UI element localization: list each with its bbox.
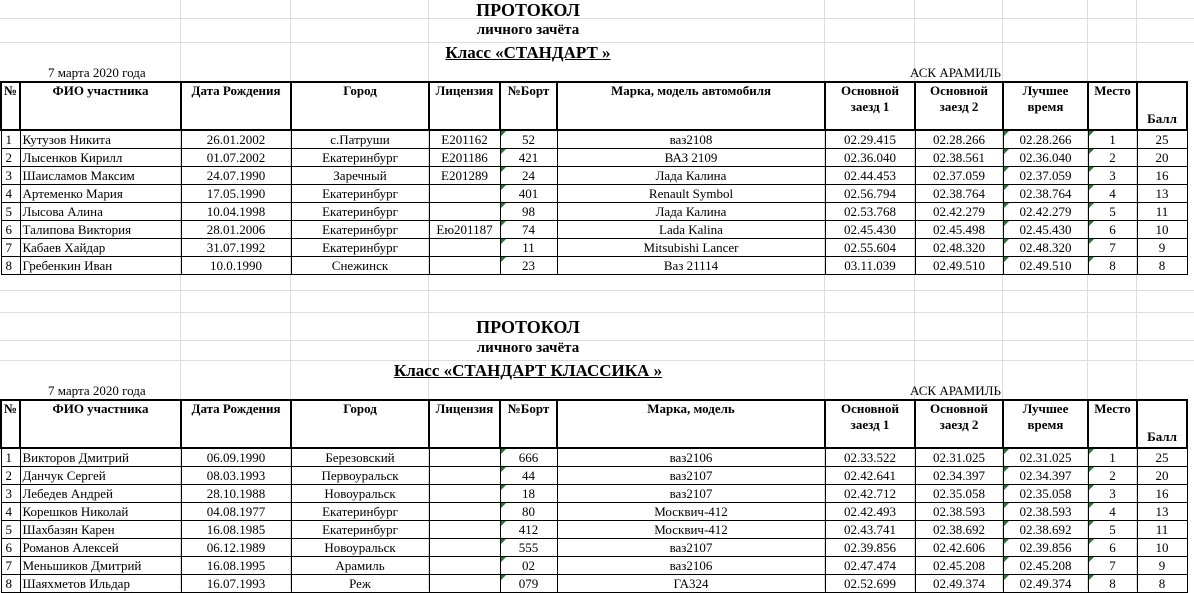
run2-time-cell: 02.42.606 bbox=[915, 539, 1003, 557]
col-best-line2: время bbox=[1027, 99, 1064, 114]
car-model-cell: ваз2107 bbox=[557, 539, 825, 557]
license-cell: Е201162 bbox=[429, 130, 500, 149]
protocol2-date: 7 марта 2020 года bbox=[48, 383, 146, 398]
car-model-cell: ВАЗ 2109 bbox=[557, 149, 825, 167]
best-time-cell: 02.49.374 bbox=[1003, 575, 1088, 593]
row-number-cell: 8 bbox=[1, 575, 20, 593]
license-cell bbox=[429, 203, 500, 221]
best-time-cell: 02.49.510 bbox=[1003, 257, 1088, 275]
score-cell: 8 bbox=[1137, 257, 1187, 275]
bort-number-cell: 02 bbox=[500, 557, 557, 575]
run2-time-cell: 02.42.279 bbox=[915, 203, 1003, 221]
table-row bbox=[1, 557, 1187, 575]
car-model-cell: Лада Калина bbox=[557, 203, 825, 221]
col-run2-line2: заезд 2 bbox=[939, 417, 979, 432]
bort-number-cell: 11 bbox=[500, 239, 557, 257]
row-number-cell: 8 bbox=[1, 257, 20, 275]
best-time-cell: 02.36.040 bbox=[1003, 149, 1088, 167]
run1-time-cell: 02.56.794 bbox=[825, 185, 915, 203]
run1-time-cell: 02.42.641 bbox=[825, 467, 915, 485]
best-time-cell: 02.39.856 bbox=[1003, 539, 1088, 557]
col-run1-line2: заезд 1 bbox=[850, 99, 890, 114]
score-cell: 9 bbox=[1137, 239, 1187, 257]
col-number: № bbox=[1, 400, 20, 448]
bort-number-cell: 421 bbox=[500, 149, 557, 167]
run2-time-cell: 02.38.561 bbox=[915, 149, 1003, 167]
car-model-cell: Mitsubishi Lancer bbox=[557, 239, 825, 257]
table-row bbox=[1, 485, 1187, 503]
col-run2 bbox=[915, 82, 1003, 130]
birth-date-cell: 28.10.1988 bbox=[181, 485, 291, 503]
run2-time-cell: 02.45.498 bbox=[915, 221, 1003, 239]
bort-number-cell: 98 bbox=[500, 203, 557, 221]
license-cell bbox=[429, 539, 500, 557]
run1-time-cell: 02.53.768 bbox=[825, 203, 915, 221]
row-number-cell: 6 bbox=[1, 221, 20, 239]
run2-time-cell: 02.49.510 bbox=[915, 257, 1003, 275]
birth-date-cell: 16.08.1985 bbox=[181, 521, 291, 539]
row-number-cell: 2 bbox=[1, 149, 20, 167]
place-cell: 6 bbox=[1088, 539, 1137, 557]
protocol2-subtitle: личного зачёта bbox=[476, 340, 580, 356]
place-cell: 5 bbox=[1088, 203, 1137, 221]
col-run1 bbox=[825, 400, 915, 448]
city-cell: Реж bbox=[291, 575, 429, 593]
score-cell: 25 bbox=[1137, 448, 1187, 467]
best-time-cell: 02.28.266 bbox=[1003, 130, 1088, 149]
participant-name-cell: Шаяхметов Ильдар bbox=[20, 575, 181, 593]
place-cell: 8 bbox=[1088, 575, 1137, 593]
run2-time-cell: 02.48.320 bbox=[915, 239, 1003, 257]
license-cell bbox=[429, 257, 500, 275]
license-cell bbox=[429, 521, 500, 539]
run1-time-cell: 02.44.453 bbox=[825, 167, 915, 185]
table-row bbox=[1, 239, 1187, 257]
run2-time-cell: 02.38.692 bbox=[915, 521, 1003, 539]
license-cell bbox=[429, 239, 500, 257]
run1-time-cell: 02.45.430 bbox=[825, 221, 915, 239]
place-cell: 7 bbox=[1088, 239, 1137, 257]
car-model-cell: ваз2107 bbox=[557, 485, 825, 503]
city-cell: Новоуральск bbox=[291, 485, 429, 503]
birth-date-cell: 08.03.1993 bbox=[181, 467, 291, 485]
table-row bbox=[1, 185, 1187, 203]
protocol1-title: ПРОТОКОЛ bbox=[476, 0, 580, 20]
col-run2 bbox=[915, 400, 1003, 448]
bort-number-cell: 74 bbox=[500, 221, 557, 239]
bort-number-cell: 52 bbox=[500, 130, 557, 149]
participant-name-cell: Лысенков Кирилл bbox=[20, 149, 181, 167]
run2-time-cell: 02.34.397 bbox=[915, 467, 1003, 485]
run2-time-cell: 02.31.025 bbox=[915, 448, 1003, 467]
col-best bbox=[1003, 400, 1088, 448]
place-cell: 8 bbox=[1088, 257, 1137, 275]
col-place: Место bbox=[1088, 400, 1137, 448]
row-number-cell: 4 bbox=[1, 503, 20, 521]
participant-name-cell: Талипова Виктория bbox=[20, 221, 181, 239]
col-run1-line1: Основной bbox=[840, 401, 900, 416]
city-cell: Екатеринбург bbox=[291, 203, 429, 221]
city-cell: Екатеринбург bbox=[291, 521, 429, 539]
protocol1-club: АСК АРАМИЛЬ bbox=[910, 65, 1001, 80]
col-license: Лицензия bbox=[429, 82, 500, 130]
run2-time-cell: 02.38.593 bbox=[915, 503, 1003, 521]
row-number-cell: 5 bbox=[1, 521, 20, 539]
run2-time-cell: 02.37.059 bbox=[915, 167, 1003, 185]
score-cell: 16 bbox=[1137, 485, 1187, 503]
col-city: Город bbox=[291, 400, 429, 448]
run2-time-cell: 02.38.764 bbox=[915, 185, 1003, 203]
protocol1-rows bbox=[1, 130, 1187, 275]
col-best-line2: время bbox=[1027, 417, 1064, 432]
table-row bbox=[1, 167, 1187, 185]
birth-date-cell: 10.0.1990 bbox=[181, 257, 291, 275]
bort-number-cell: 18 bbox=[500, 485, 557, 503]
birth-date-cell: 26.01.2002 bbox=[181, 130, 291, 149]
bort-number-cell: 666 bbox=[500, 448, 557, 467]
col-bort: №Борт bbox=[500, 400, 557, 448]
run1-time-cell: 02.42.712 bbox=[825, 485, 915, 503]
table-row bbox=[1, 257, 1187, 275]
place-cell: 5 bbox=[1088, 521, 1137, 539]
best-time-cell: 02.45.208 bbox=[1003, 557, 1088, 575]
row-number-cell: 5 bbox=[1, 203, 20, 221]
col-name: ФИО участника bbox=[20, 400, 181, 448]
run2-time-cell: 02.45.208 bbox=[915, 557, 1003, 575]
participant-name-cell: Лысова Алина bbox=[20, 203, 181, 221]
col-city: Город bbox=[291, 82, 429, 130]
car-model-cell: Москвич-412 bbox=[557, 503, 825, 521]
row-number-cell: 7 bbox=[1, 239, 20, 257]
participant-name-cell: Шахбазян Карен bbox=[20, 521, 181, 539]
license-cell bbox=[429, 467, 500, 485]
birth-date-cell: 31.07.1992 bbox=[181, 239, 291, 257]
score-cell: 20 bbox=[1137, 149, 1187, 167]
place-cell: 6 bbox=[1088, 221, 1137, 239]
bort-number-cell: 079 bbox=[500, 575, 557, 593]
license-cell bbox=[429, 503, 500, 521]
city-cell: Заречный bbox=[291, 167, 429, 185]
car-model-cell: Renault Symbol bbox=[557, 185, 825, 203]
car-model-cell: Лада Калина bbox=[557, 167, 825, 185]
birth-date-cell: 16.07.1993 bbox=[181, 575, 291, 593]
birth-date-cell: 06.12.1989 bbox=[181, 539, 291, 557]
table-row bbox=[1, 130, 1187, 149]
best-time-cell: 02.38.593 bbox=[1003, 503, 1088, 521]
bort-number-cell: 23 bbox=[500, 257, 557, 275]
place-cell: 7 bbox=[1088, 557, 1137, 575]
bort-number-cell: 44 bbox=[500, 467, 557, 485]
col-bort: №Борт bbox=[500, 82, 557, 130]
place-cell: 2 bbox=[1088, 467, 1137, 485]
city-cell: Арамиль bbox=[291, 557, 429, 575]
city-cell: Екатеринбург bbox=[291, 239, 429, 257]
col-run1 bbox=[825, 82, 915, 130]
car-model-cell: ГА324 bbox=[557, 575, 825, 593]
participant-name-cell: Данчук Сергей bbox=[20, 467, 181, 485]
table-row bbox=[1, 149, 1187, 167]
run1-time-cell: 02.39.856 bbox=[825, 539, 915, 557]
car-model-cell: ваз2106 bbox=[557, 448, 825, 467]
best-time-cell: 02.35.058 bbox=[1003, 485, 1088, 503]
car-model-cell: ваз2107 bbox=[557, 467, 825, 485]
run1-time-cell: 02.43.741 bbox=[825, 521, 915, 539]
best-time-cell: 02.38.692 bbox=[1003, 521, 1088, 539]
participant-name-cell: Меньшиков Дмитрий bbox=[20, 557, 181, 575]
run1-time-cell: 02.55.604 bbox=[825, 239, 915, 257]
best-time-cell: 02.48.320 bbox=[1003, 239, 1088, 257]
col-car: Марка, модель bbox=[557, 400, 825, 448]
table-row bbox=[1, 221, 1187, 239]
col-best bbox=[1003, 82, 1088, 130]
participant-name-cell: Кутузов Никита bbox=[20, 130, 181, 149]
run1-time-cell: 03.11.039 bbox=[825, 257, 915, 275]
birth-date-cell: 04.08.1977 bbox=[181, 503, 291, 521]
run2-time-cell: 02.35.058 bbox=[915, 485, 1003, 503]
col-score-label: Балл bbox=[1147, 429, 1177, 444]
protocol1-subtitle: личного зачёта bbox=[476, 22, 580, 38]
best-time-cell: 02.38.764 bbox=[1003, 185, 1088, 203]
birth-date-cell: 06.09.1990 bbox=[181, 448, 291, 467]
protocol2-club: АСК АРАМИЛЬ bbox=[910, 383, 1001, 398]
col-place: Место bbox=[1088, 82, 1137, 130]
col-score bbox=[1137, 400, 1187, 448]
place-cell: 1 bbox=[1088, 130, 1137, 149]
car-model-cell: Ваз 21114 bbox=[557, 257, 825, 275]
city-cell: Екатеринбург bbox=[291, 149, 429, 167]
row-number-cell: 1 bbox=[1, 130, 20, 149]
place-cell: 4 bbox=[1088, 185, 1137, 203]
col-license: Лицензия bbox=[429, 400, 500, 448]
row-number-cell: 3 bbox=[1, 167, 20, 185]
table-row bbox=[1, 467, 1187, 485]
license-cell bbox=[429, 557, 500, 575]
car-model-cell: Lada Kalina bbox=[557, 221, 825, 239]
score-cell: 13 bbox=[1137, 185, 1187, 203]
participant-name-cell: Корешков Николай bbox=[20, 503, 181, 521]
col-car: Марка, модель автомобиля bbox=[557, 82, 825, 130]
birth-date-cell: 16.08.1995 bbox=[181, 557, 291, 575]
license-cell bbox=[429, 448, 500, 467]
participant-name-cell: Шаисламов Максим bbox=[20, 167, 181, 185]
city-cell: Новоуральск bbox=[291, 539, 429, 557]
participant-name-cell: Кабаев Хайдар bbox=[20, 239, 181, 257]
run2-time-cell: 02.28.266 bbox=[915, 130, 1003, 149]
run1-time-cell: 02.33.522 bbox=[825, 448, 915, 467]
car-model-cell: ваз2108 bbox=[557, 130, 825, 149]
bort-number-cell: 80 bbox=[500, 503, 557, 521]
city-cell: с.Патруши bbox=[291, 130, 429, 149]
score-cell: 9 bbox=[1137, 557, 1187, 575]
score-cell: 8 bbox=[1137, 575, 1187, 593]
col-run2-line2: заезд 2 bbox=[939, 99, 979, 114]
col-name: ФИО участника bbox=[20, 82, 181, 130]
score-cell: 20 bbox=[1137, 467, 1187, 485]
run1-time-cell: 02.47.474 bbox=[825, 557, 915, 575]
table-row bbox=[1, 539, 1187, 557]
best-time-cell: 02.45.430 bbox=[1003, 221, 1088, 239]
license-cell: Ею201187 bbox=[429, 221, 500, 239]
run1-time-cell: 02.52.699 bbox=[825, 575, 915, 593]
table-row bbox=[1, 203, 1187, 221]
row-number-cell: 1 bbox=[1, 448, 20, 467]
col-score bbox=[1137, 82, 1187, 130]
col-score-label: Балл bbox=[1147, 111, 1177, 126]
best-time-cell: 02.34.397 bbox=[1003, 467, 1088, 485]
city-cell: Екатеринбург bbox=[291, 221, 429, 239]
protocol1-table bbox=[0, 81, 1188, 275]
score-cell: 13 bbox=[1137, 503, 1187, 521]
bort-number-cell: 555 bbox=[500, 539, 557, 557]
participant-name-cell: Гребенкин Иван bbox=[20, 257, 181, 275]
row-number-cell: 6 bbox=[1, 539, 20, 557]
car-model-cell: ваз2106 bbox=[557, 557, 825, 575]
protocol2-rows bbox=[1, 448, 1187, 593]
place-cell: 1 bbox=[1088, 448, 1137, 467]
birth-date-cell: 28.01.2006 bbox=[181, 221, 291, 239]
row-number-cell: 7 bbox=[1, 557, 20, 575]
col-run2-line1: Основной bbox=[929, 401, 989, 416]
city-cell: Снежинск bbox=[291, 257, 429, 275]
city-cell: Первоуральск bbox=[291, 467, 429, 485]
protocol1-class-title: Класс «СТАНДАРТ » bbox=[445, 43, 611, 62]
protocol1-date: 7 марта 2020 года bbox=[48, 65, 146, 80]
birth-date-cell: 24.07.1990 bbox=[181, 167, 291, 185]
score-cell: 11 bbox=[1137, 203, 1187, 221]
place-cell: 3 bbox=[1088, 485, 1137, 503]
row-number-cell: 2 bbox=[1, 467, 20, 485]
col-number: № bbox=[1, 82, 20, 130]
participant-name-cell: Артеменко Мария bbox=[20, 185, 181, 203]
participant-name-cell: Романов Алексей bbox=[20, 539, 181, 557]
license-cell: Е201186 bbox=[429, 149, 500, 167]
table-header bbox=[1, 82, 1187, 130]
col-dob: Дата Рождения bbox=[181, 82, 291, 130]
bort-number-cell: 24 bbox=[500, 167, 557, 185]
col-run1-line1: Основной bbox=[840, 83, 900, 98]
run1-time-cell: 02.36.040 bbox=[825, 149, 915, 167]
table-header bbox=[1, 400, 1187, 448]
best-time-cell: 02.42.279 bbox=[1003, 203, 1088, 221]
city-cell: Екатеринбург bbox=[291, 503, 429, 521]
col-run1-line2: заезд 1 bbox=[850, 417, 890, 432]
birth-date-cell: 01.07.2002 bbox=[181, 149, 291, 167]
best-time-cell: 02.31.025 bbox=[1003, 448, 1088, 467]
score-cell: 10 bbox=[1137, 539, 1187, 557]
birth-date-cell: 10.04.1998 bbox=[181, 203, 291, 221]
best-time-cell: 02.37.059 bbox=[1003, 167, 1088, 185]
car-model-cell: Москвич-412 bbox=[557, 521, 825, 539]
place-cell: 3 bbox=[1088, 167, 1137, 185]
protocol2-class-title: Класс «СТАНДАРТ КЛАССИКА » bbox=[393, 361, 663, 380]
score-cell: 25 bbox=[1137, 130, 1187, 149]
run1-time-cell: 02.29.415 bbox=[825, 130, 915, 149]
score-cell: 10 bbox=[1137, 221, 1187, 239]
table-row bbox=[1, 503, 1187, 521]
run1-time-cell: 02.42.493 bbox=[825, 503, 915, 521]
col-best-line1: Лучшее bbox=[1022, 401, 1069, 416]
place-cell: 4 bbox=[1088, 503, 1137, 521]
score-cell: 16 bbox=[1137, 167, 1187, 185]
bort-number-cell: 412 bbox=[500, 521, 557, 539]
col-dob: Дата Рождения bbox=[181, 400, 291, 448]
bort-number-cell: 401 bbox=[500, 185, 557, 203]
place-cell: 2 bbox=[1088, 149, 1137, 167]
participant-name-cell: Лебедев Андрей bbox=[20, 485, 181, 503]
run2-time-cell: 02.49.374 bbox=[915, 575, 1003, 593]
row-number-cell: 4 bbox=[1, 185, 20, 203]
protocol2-title: ПРОТОКОЛ bbox=[476, 317, 580, 337]
birth-date-cell: 17.05.1990 bbox=[181, 185, 291, 203]
license-cell: Е201289 bbox=[429, 167, 500, 185]
table-row bbox=[1, 521, 1187, 539]
participant-name-cell: Викторов Дмитрий bbox=[20, 448, 181, 467]
license-cell bbox=[429, 485, 500, 503]
protocol2-table bbox=[0, 399, 1188, 593]
city-cell: Березовский bbox=[291, 448, 429, 467]
city-cell: Екатеринбург bbox=[291, 185, 429, 203]
col-run2-line1: Основной bbox=[929, 83, 989, 98]
table-row bbox=[1, 448, 1187, 467]
license-cell bbox=[429, 185, 500, 203]
score-cell: 11 bbox=[1137, 521, 1187, 539]
row-number-cell: 3 bbox=[1, 485, 20, 503]
col-best-line1: Лучшее bbox=[1022, 83, 1069, 98]
